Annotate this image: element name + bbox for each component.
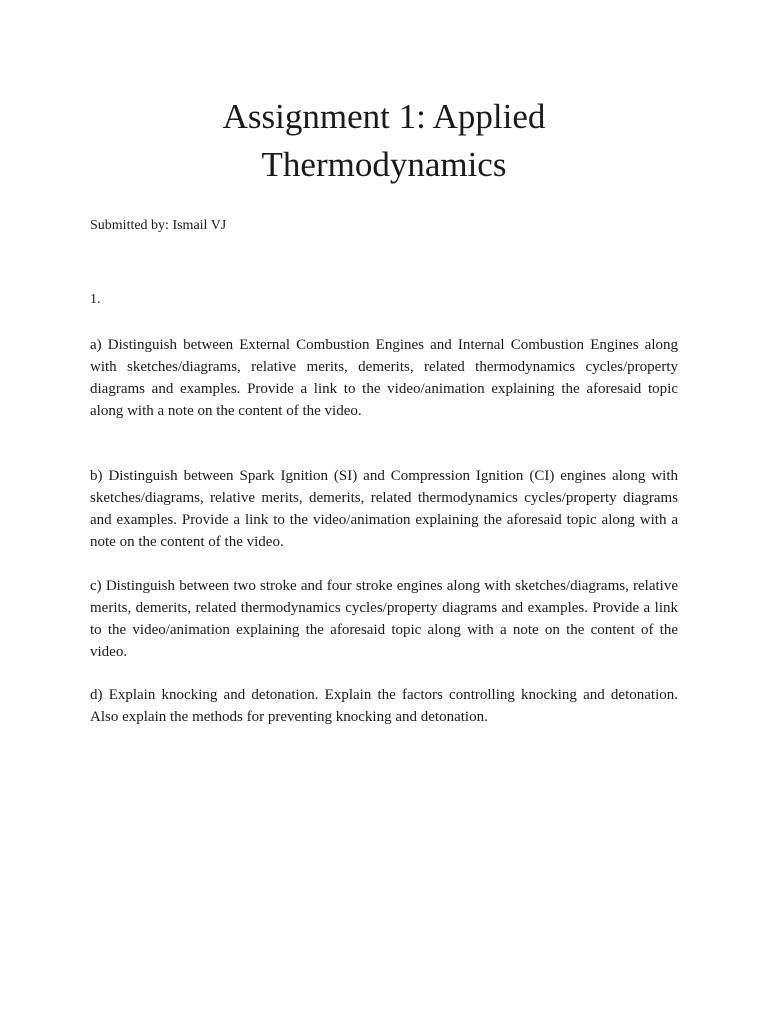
page-title — [90, 93, 678, 189]
title-line-2: Thermodynamics — [261, 145, 507, 184]
submitted-by: Submitted by: Ismail VJ — [90, 218, 227, 233]
question-part-c: c) Distinguish between two stroke and four stroke engines along with sketches/diagrams, relative merits, demerits, related thermodynamics cycles/property diagrams and examples. Provide a link to the video/animation explaining the aforesaid topic along with a note on the content of the video. — [90, 578, 678, 660]
question-part-d: d) Explain knocking and detonation. Explain the factors controlling knocking and detonation. Also explain the methods for preventing knocking and detonation. — [90, 687, 678, 725]
question-part-a: a) Distinguish between External Combustion Engines and Internal Combustion Engines along with sketches/diagrams, relative merits, demerits, related thermodynamics cycles/property diagrams and examples. Provide a link to the video/animation explaining the aforesaid topic along with a note on the content of the video. — [90, 337, 678, 419]
title-line-1: Assignment 1: Applied — [222, 97, 546, 136]
question-part-b: b) Distinguish between Spark Ignition (SI) and Compression Ignition (CI) engines along with sketches/diagrams, relative merits, demerits, related thermodynamics cycles/property diagrams and examples. Provide a link to the video/animation explaining the aforesaid topic along with a note on the content of the video. — [90, 468, 678, 550]
question-number: 1. — [90, 292, 101, 307]
